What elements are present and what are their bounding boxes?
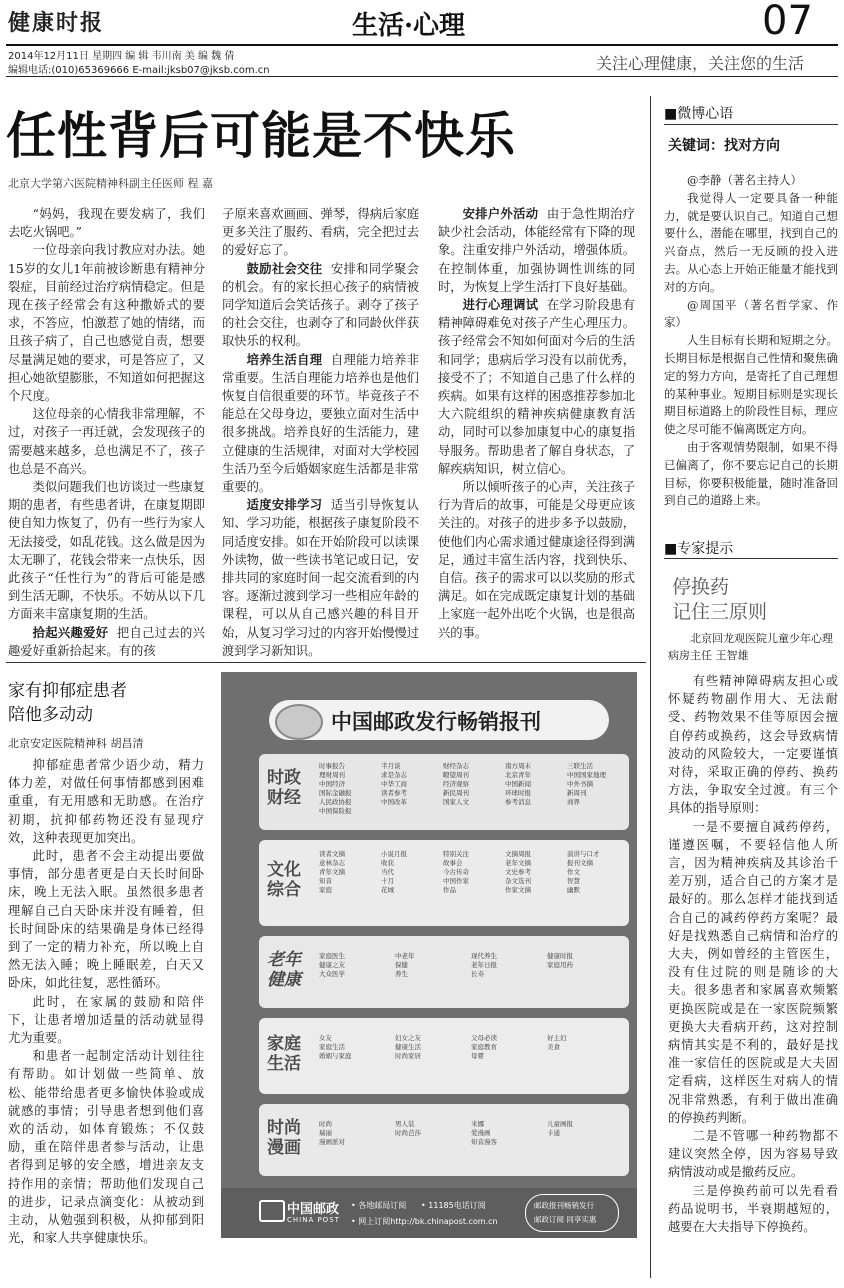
ad-list: 小说月报 收获 当代 十月 花城 (381, 850, 407, 894)
divider (664, 558, 838, 559)
ad-list: 健康时报 家庭用药 (547, 952, 573, 969)
date-line: 2014年12月11日 星期四 编 辑 韦川南 美 编 魏 倩 (8, 51, 235, 62)
subhead: 拾起兴趣爱好 (32, 624, 109, 640)
ad-list: 特别关注 故事会 今古传奇 中国作家 作品 (443, 850, 469, 894)
china-post-logo-sub: CHINA POST (287, 1216, 340, 1224)
ad-title: 中国邮政发行畅销报刊 (331, 709, 541, 734)
paragraph: 此时，在家属的鼓励和陪伴下，让患者增加适量的活动就显得尤为重要。 (8, 994, 204, 1046)
ad-category-label: 时政 财经 (267, 768, 301, 808)
ad-list: 读者文摘 意林杂志 青年文摘 知音 家庭 (319, 850, 345, 894)
ad-emblem-icon (275, 704, 323, 740)
main-byline: 北京大学第六医院精神科副主任医师 程 嘉 (8, 177, 213, 190)
paragraph: 一是不要擅自减药停药，谨遵医嘱，不要轻信他人所言，因为精神疾病及其诊治千差万别，适合自己的方案才是最好的。那么怎样才能找到适合自己的减药停药方案呢？最好是找熟悉自己病情和治疗的大夫，例如曾经的主管医生，没有住过院的则是随诊的大夫。很多患者和家属喜欢频繁更换医院或是在一家医院频繁更换大夫看病开药，这对控制病情其实是不利的，最好是找准一家信任的医院或是大夫固定看病，这样医生对病人的情况非常熟悉，有利于做出准确的停换药判断。 (668, 819, 838, 1125)
ad-list: 时尚 瑞丽 漫画派对 (319, 1120, 345, 1146)
expert-section-title: ■专家提示 (664, 541, 734, 557)
postal-ad (221, 672, 637, 1238)
ad-footer (221, 1188, 637, 1238)
ad-category (259, 936, 629, 1008)
ad-list: 家庭医生 健康之友 大众医学 (319, 952, 345, 978)
china-post-logo-text: 中国邮政 (287, 1202, 340, 1217)
weibo-text: 我觉得人一定要具备一种能力，就是要认识自己。知道自己想要什么，潜能在哪里，找到自己的兴奋点，然后一无反顾的投入进去。从心态上开始正能量才能找到对的方向。 (664, 190, 838, 294)
ad-stamp-line: 邮政报刊畅销发行 (534, 1201, 594, 1210)
paragraph: 三是停换药前可以先看看药品说明书，半衰期越短的，越要在大夫指导下停换药。 (668, 1183, 838, 1235)
expert-headline-2: 记住三原则 (672, 601, 768, 623)
paragraph: 培养生活自理 自理能力培养非常重要。生活自理能力培养也是他们恢复自信很重要的环节。毕竟孩子不能总在父母身边，要独立面对生活中很多挑战。培养良好的生活能力，建立健康的生活规律，对面对大学校园生活乃至今后婚姻家庭生活都是非常重要的。 (222, 351, 419, 495)
subhead: 适度安排学习 (246, 497, 323, 513)
subhead: 进行心理调试 (462, 297, 539, 313)
ad-list: 父母必读 家庭教育 母婴 (471, 1034, 497, 1060)
weibo-section-title: ■微博心语 (664, 106, 734, 122)
expert-byline: 北京回龙观医院儿童少年心理病房主任 王智雄 (668, 632, 833, 662)
subhead: 安排户外活动 (462, 206, 539, 221)
paragraph: “妈妈，我现在要发病了，我们去吃火锅吧。” (8, 207, 205, 240)
divider (650, 96, 651, 1278)
paragraph: 一位母亲向我讨教应对办法。她15岁的女儿1年前被诊断患有精神分裂症，目前经过治疗病情稳定。但是现在孩子经常会有这种撒娇式的要求，不答应，怕激惹了她的情绪，而且孩子病了，自己也感觉自责，想要尽量满足她的要求，可是答应了，又担心她欲望膨胀，不知道如何把握这个尺度。 (8, 243, 205, 404)
ad-title-banner (269, 700, 609, 740)
paragraph: 类似问题我们也访谈过一些康复期的患者，有些患者讲，在康复期即使自知力恢复了，仍有一些行为家人无法接受，如乱花钱。这么做是因为太无聊了，花钱会带来一点快乐，因此孩子“任性行为”的背后可能是感到生活无聊，不快乐。不妨从以下几方面来丰富康复期的生活。 (8, 480, 205, 622)
subhead: 培养生活自理 (246, 351, 323, 367)
weibo-author: @周国平 (687, 297, 738, 312)
weibo-text: 人生目标有长期和短期之分。长期目标是根据自己性情和聚焦确定的努力方向，是寄托了自己理想的某种事业。短期目标则是实现长期目标道路上的阶段性目标，理应使之尽可能不偏离既定方向。 (664, 333, 838, 437)
paragraph: 鼓励社会交往 安排和同学聚会的机会。有的家长担心孩子的病情被同学知道后会笑话孩子。剥夺了孩子的社会交往，也剥夺了和同龄伙伴获取快乐的权利。 (222, 260, 419, 349)
ad-list: 男人装 时尚芭莎 (395, 1120, 421, 1137)
ad-list: 三联生活 中国国家地理 中外书摘 新周刊 商界 (567, 762, 606, 806)
paragraph: 有些精神障碍病友担心或怀疑药物副作用大、无法耐受、药物效果不佳等原因会擅自停药或换药，这会导致病情波动的风险较大，一定要谨慎对待，采取正确的停药、换药方法，争取安全过渡。有三个具体的指导原则： (668, 674, 838, 816)
ad-footer-text: • 11185电话订阅 (421, 1201, 486, 1210)
paragraph: 所以倾听孩子的心声，关注孩子行为背后的故事，可能是父母更应该关注的。对孩子的进步多予以鼓励，使他们内心需求通过健康途径得到满足，通过丰富生活内容，找到快乐、自信。孩子的需求可以以奖励的形式满足。如在完成既定康复计划的基础上家庭一起外出吃个火锅，也是很高兴的事。 (438, 480, 635, 640)
paragraph: 拾起兴趣爱好 把自己过去的兴趣爱好重新拾起来。有的孩 (8, 624, 205, 658)
paragraph: 进行心理调试 在学习阶段患有精神障碍难免对孩子产生心理压力。孩子经常会不知如何面对今后的生活和同学；患病后学习没有以前优秀，接受不了；不知道自己患了什么样的疾病。如果有这样的困惑推荐参加北大六院组织的精神疾病健康教育活动，同时可以参加康复中心的康复指导服务。帮助患者了解自身状态，了解疾病知识，树立信心。 (438, 297, 635, 476)
paragraph: 此时，患者不会主动提出要做事情，部分患者更是白天长时间卧床，晚上无法入眠。虽然很多患者理解自己白天卧床并没有睡着，但长时间卧床的结果确是身体已经得到了一定的精力补充，所以晚上自然无法入睡；晚上睡眠差，白天又卧床，如此往复，恶性循环。 (8, 849, 204, 991)
ad-category (259, 1104, 629, 1176)
masthead-logo (8, 6, 104, 37)
weibo-text: 由于客观情势限制，如果不得已偏离了，你不要忘记自己的长期目标，你要积极能量，随时准备回到自己的道路上来。 (664, 439, 838, 508)
subhead: 鼓励社会交往 (246, 260, 323, 276)
ad-list: 女友 家庭生活 婚姻与家庭 (319, 1034, 352, 1060)
slogan: 关注心理健康，关注您的生活 (596, 54, 805, 73)
side-body (8, 756, 204, 1247)
ad-category-label: 老年 健康 (267, 950, 301, 990)
page-number: 07 (762, 0, 813, 44)
ad-list: 南方周末 北京青年 中国新闻 环球时报 参考消息 (505, 762, 531, 806)
ad-list: 半月谈 求是杂志 中华工商 读者参考 中国改革 (381, 762, 407, 806)
ad-footer-text: • 网上订阅http://bk.chinapost.com.cn (351, 1217, 498, 1226)
ad-footer-text: • 各地邮局订阅 (351, 1201, 407, 1210)
main-col-3 (438, 205, 635, 642)
expert-body (668, 672, 838, 1236)
side-headline-2: 陪他多动动 (8, 705, 93, 725)
ad-category-label: 文化 综合 (267, 860, 301, 900)
weibo-author-line: @李静（著名主持人） (687, 173, 802, 187)
paragraph: 和患者一起制定活动计划往往有帮助。如计划做一些简单、放松、能带给患者更多愉快体验或成就感的事情；引导患者想到他们喜欢的活动，如体育锻炼；不仅鼓励，重在陪伴患者参与活动，让患者得到足够的安全感，增进亲友支持作用的亲情；帮助他们发现自己的进步，记录点滴变化：从被动到主动，从勉强到积极，从抑郁到阳光，和家人共享健康快乐。 (8, 1049, 204, 1246)
ad-list: 文摘周报 老年文摘 文史参考 杂文选刊 作家文摘 (505, 850, 531, 894)
ad-list: 演讲与口才 报刊文摘 作文 智慧 幽默 (567, 850, 600, 894)
side-headline-1: 家有抑郁症患者 (8, 681, 127, 701)
china-post-logo-icon (259, 1200, 285, 1222)
weibo-keyword: 关键词：找对方向 (668, 138, 780, 154)
ad-list: 好主妇 美食 (547, 1034, 567, 1051)
paragraph: 适度安排学习 适当引导恢复认知、学习功能，根据孩子康复阶段不同适度安排。如在开始阶段可以读课外读物，做一些读书笔记或日记，安排共同的家庭时间一起交流看到的内容。逐渐过渡到学习一些相应年龄的课程，可以从自己感兴趣的科目开始，从复习学习过的内容开始慢慢过渡到学习新知识。 (222, 497, 419, 658)
divider (664, 124, 838, 125)
weibo-author: @李静 (687, 173, 722, 187)
paragraph: 二是不管哪一种药物都不建议突然全停，因为容易导致病情波动或是撤药反应。 (668, 1129, 838, 1180)
ad-category (259, 840, 629, 926)
ad-stamp (525, 1194, 619, 1232)
ad-list: 财经杂志 瞭望周刊 经济观察 新民周刊 国家人文 (443, 762, 469, 806)
ad-list: 儿童画报 卡通 (547, 1120, 573, 1137)
ad-list: 妇女之友 健康生活 时尚家居 (395, 1034, 421, 1060)
main-headline: 任性背后可能是不快乐 (6, 106, 516, 165)
ad-list: 现代养生 老年日报 长寿 (471, 952, 497, 978)
section-title: 生活·心理 (352, 11, 466, 41)
ad-category (259, 754, 629, 830)
ad-category-label: 时尚 漫画 (267, 1118, 301, 1158)
paragraph: 抑郁症患者常少语少动，精力体力差，对做任何事情都感到困难重重，有无用感和无助感。在治疗初期，抗抑郁药物还没有显现疗效，这种表现更加突出。 (8, 758, 204, 845)
main-col-1 (8, 205, 205, 660)
ad-list: 时事报告 理财周刊 中国经济 国际金融报 人民政协报 中国保险报 (319, 762, 352, 815)
ad-category-label: 家庭 生活 (267, 1034, 301, 1074)
divider (6, 662, 646, 663)
paragraph: 安排户外活动 由于急性期治疗缺少社会活动，体能经常有下降的现象。注重安排户外活动，增强体质。在控制体重，加强协调性训练的同时，为恢复上学生活打下良好基础。 (438, 206, 635, 294)
contact-line: 编辑电话:(010)65369666 E-mail:jksb07@jksb.com.cn (8, 65, 270, 76)
paragraph: 子原来喜欢画画、弹琴，得病后家庭更多关注了服药、看病，完全把过去的爱好忘了。 (222, 207, 419, 258)
weibo-body (664, 172, 838, 510)
newspaper-logo: 健康时报 (8, 10, 105, 36)
weibo-author-line: @周国平（著名哲学家、作家） (664, 297, 839, 330)
expert-headline-1: 停换药 (672, 576, 730, 598)
main-col-2 (222, 205, 419, 660)
side-byline: 北京安定医院精神科 胡昌清 (8, 737, 144, 750)
ad-list: 米娜 爱漫画 知音漫客 (471, 1120, 497, 1146)
ad-stamp-line: 邮政订阅 同享实惠 (534, 1215, 597, 1224)
ad-category (259, 1018, 629, 1094)
ad-list: 中老年 保健 养生 (395, 952, 415, 978)
paragraph: 这位母亲的心情我非常理解，不过，对孩子一再迁就，会发现孩子的需要越来越多，总也满足不了，孩子也总是不高兴。 (8, 407, 205, 476)
